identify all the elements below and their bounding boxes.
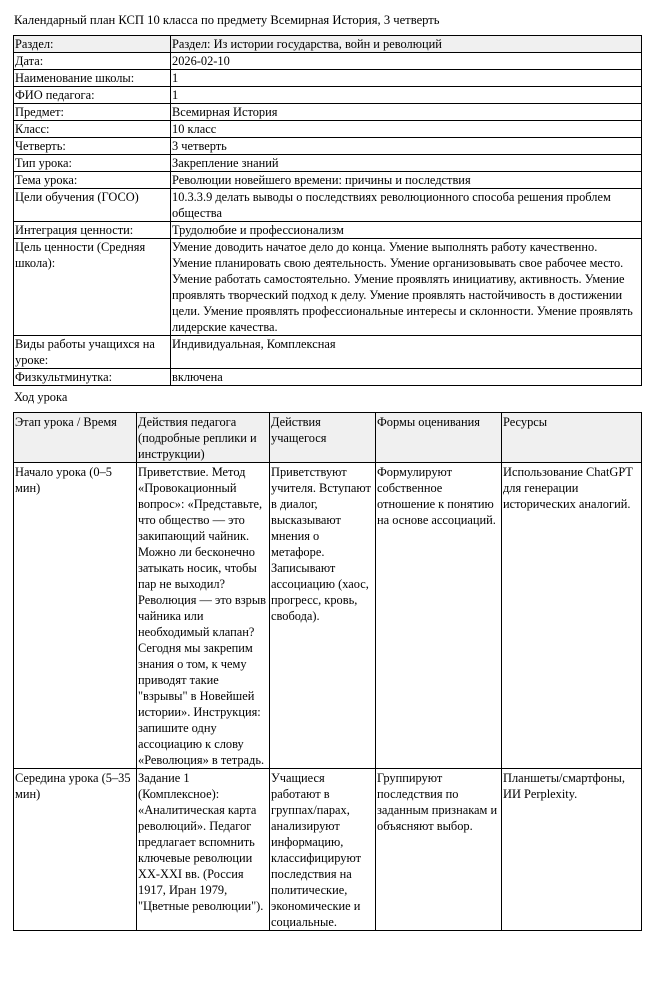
info-value: Трудолюбие и профессионализм <box>171 222 642 239</box>
info-key: Наименование школы: <box>14 70 171 87</box>
table-row <box>14 769 642 931</box>
column-header-stage: Этап урока / Время <box>14 413 137 463</box>
column-header-assessment: Формы оценивания <box>376 413 502 463</box>
info-row-subject <box>14 104 642 121</box>
resources-cell: Использование ChatGPT для генерации исторических аналогий. <box>502 463 642 769</box>
info-value: Революции новейшего времени: причины и последствия <box>171 172 642 189</box>
info-key: Предмет: <box>14 104 171 121</box>
info-value: 1 <box>171 87 642 104</box>
info-key: Тема урока: <box>14 172 171 189</box>
student-actions-cell: Учащиеся работают в группах/парах, анализируют информацию, классифицируют последствия на политические, экономические и социальные. <box>270 769 376 931</box>
info-row-school <box>14 70 642 87</box>
stage-cell: Середина урока (5–35 мин) <box>14 769 137 931</box>
info-value: 1 <box>171 70 642 87</box>
assessment-cell: Формулируют собственное отношение к понятию на основе ассоциаций. <box>376 463 502 769</box>
info-key: Интеграция ценности: <box>14 222 171 239</box>
info-value: 10 класс <box>171 121 642 138</box>
info-row-topic <box>14 172 642 189</box>
info-row-lesson-type <box>14 155 642 172</box>
info-row-objectives <box>14 189 642 222</box>
info-row-quarter <box>14 138 642 155</box>
lesson-progress-heading: Ход урока <box>14 390 68 404</box>
info-key: Дата: <box>14 53 171 70</box>
teacher-actions-cell: Приветствие. Метод «Провокационный вопрос»: «Представьте, что общество — это закипающий чайник. Можно ли бесконечно затыкать носик, чтобы пар не выходил? Революция — это взрыв чайника или необходимый клапан? Сегодня мы закрепим знания о том, к чему приводят такие "взрывы" в Новейшей истории». Инструкция: запишите одну ассоциацию к слову «Революция» в тетрадь. <box>137 463 270 769</box>
column-header-student: Действия учащегося <box>270 413 376 463</box>
info-key: Цель ценности (Средняя школа): <box>14 239 171 336</box>
info-key: Класс: <box>14 121 171 138</box>
info-key: Цели обучения (ГОСО) <box>14 189 171 222</box>
info-key: Четверть: <box>14 138 171 155</box>
column-header-teacher: Действия педагога (подробные реплики и инструкции) <box>137 413 270 463</box>
table-row <box>14 463 642 769</box>
info-row-date <box>14 53 642 70</box>
info-row-teacher <box>14 87 642 104</box>
info-value: включена <box>171 369 642 386</box>
info-key: Раздел: <box>14 36 171 53</box>
teacher-actions-cell: Задание 1 (Комплексное): «Аналитическая карта революций». Педагог предлагает вспомнить ключевые революции XX-XXI вв. (Россия 1917, Иран 1979, "Цветные революции"). <box>137 769 270 931</box>
info-key: Тип урока: <box>14 155 171 172</box>
info-value: 3 четверть <box>171 138 642 155</box>
info-value: Закрепление знаний <box>171 155 642 172</box>
info-value: Индивидуальная, Комплексная <box>171 336 642 369</box>
info-row-section <box>14 36 642 53</box>
info-value: Раздел: Из истории государства, войн и революций <box>171 36 642 53</box>
info-value: 10.3.3.9 делать выводы о последствиях революционного способа решения проблем общества <box>171 189 642 222</box>
resources-cell: Планшеты/смартфоны, ИИ Perplexity. <box>502 769 642 931</box>
lesson-flow-table <box>13 412 642 931</box>
info-key: ФИО педагога: <box>14 87 171 104</box>
document-title: Календарный план КСП 10 класса по предмету Всемирная История, 3 четверть <box>14 13 440 27</box>
info-row-physical-break <box>14 369 642 386</box>
column-header-resources: Ресурсы <box>502 413 642 463</box>
info-row-work-types <box>14 336 642 369</box>
lesson-info-table <box>13 35 642 386</box>
info-value: 2026-02-10 <box>171 53 642 70</box>
info-value: Умение доводить начатое дело до конца. Умение выполнять работу качественно. Умение планировать свою деятельность. Умение организовывать свое рабочее место. Умение работать самостоятельно. Умение проявлять инициативу, активность. Умение проявлять творческий подход к делу. Умение проявлять настойчивость в достижении цели. Умение проявлять профессиональные интересы и склонности. Умение проявлять лидерские качества. <box>171 239 642 336</box>
assessment-cell: Группируют последствия по заданным признакам и объясняют выбор. <box>376 769 502 931</box>
info-row-value-integration <box>14 222 642 239</box>
student-actions-cell: Приветствуют учителя. Вступают в диалог, высказывают мнения о метафоре. Записывают ассоциацию (хаос, прогресс, кровь, свобода). <box>270 463 376 769</box>
table-header-row <box>14 413 642 463</box>
info-key: Физкультминутка: <box>14 369 171 386</box>
info-row-class <box>14 121 642 138</box>
stage-cell: Начало урока (0–5 мин) <box>14 463 137 769</box>
info-key: Виды работы учащихся на уроке: <box>14 336 171 369</box>
info-row-value-goal <box>14 239 642 336</box>
info-value: Всемирная История <box>171 104 642 121</box>
